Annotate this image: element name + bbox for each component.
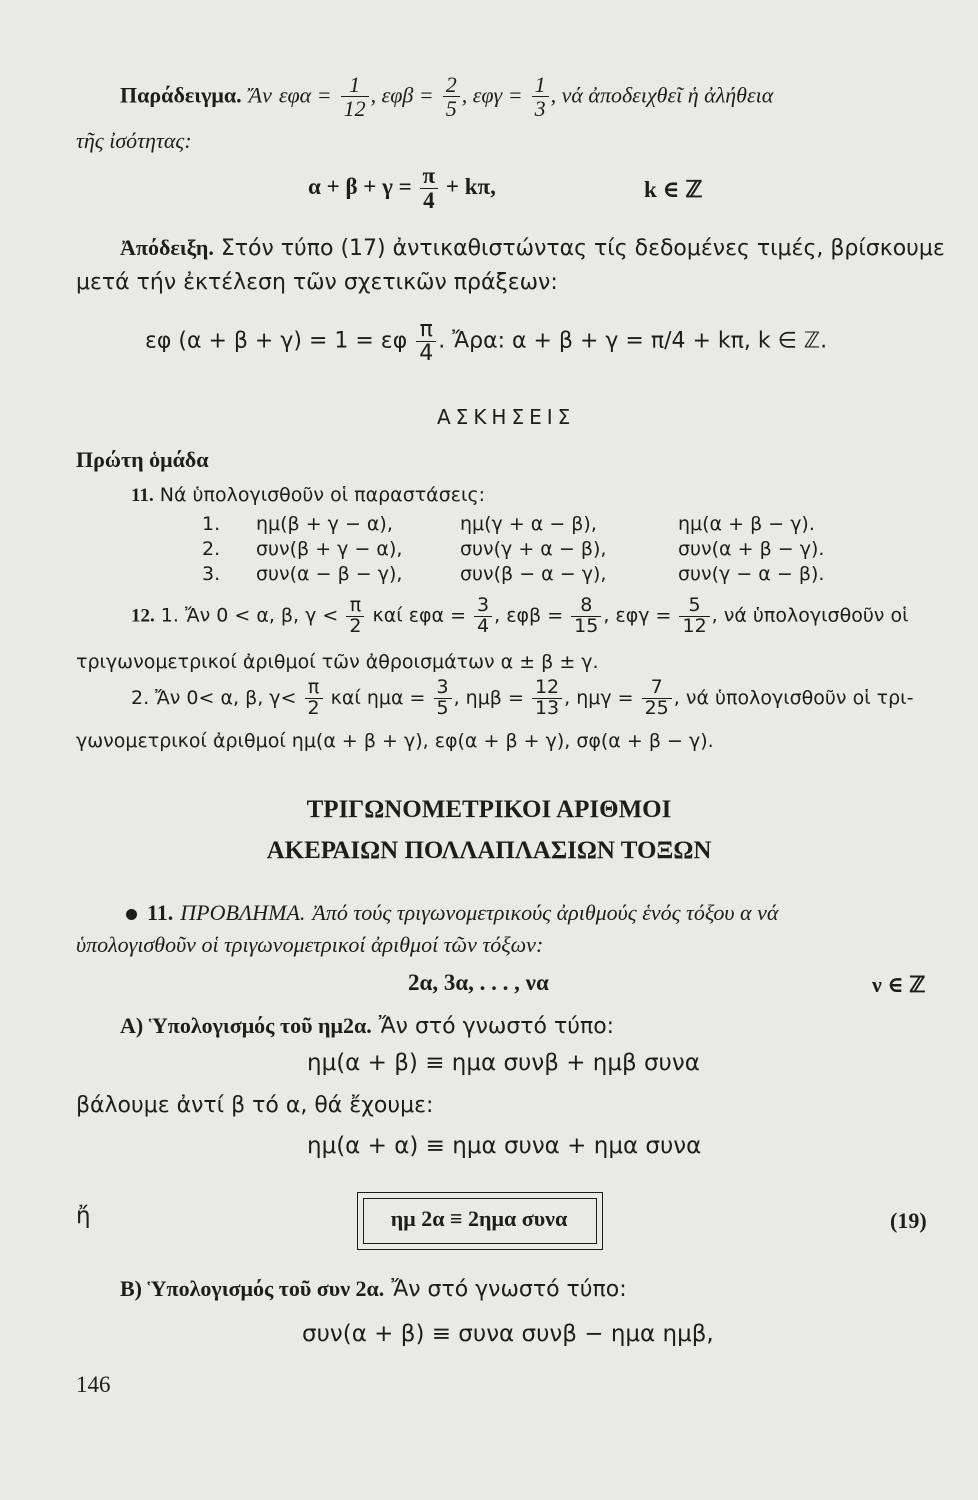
example-line-1: Παράδειγμα. Ἄν εφα = $\frac{1}{12}$ , εφβ = $\frac{2}{5}$ , εφγ = $\frac{1}{3}$ , νά ἀποδειχθεῖ ἡ ἀλήθεια	[120, 72, 774, 122]
page-number: 146	[76, 1372, 111, 1397]
problem-condition: ν ∈ ℤ	[872, 972, 926, 997]
exercises-heading: ΑΣΚΗΣΕΙΣ	[437, 405, 576, 429]
exercise-12-part-1-line-2: τριγωνομετρικοί ἀριθμοί τῶν ἀθροισμάτων α ± β ± γ.	[76, 651, 599, 673]
fraction: $\frac{1}{3}$	[532, 73, 549, 120]
example-line-2: τῆς ἰσότητας:	[76, 128, 192, 153]
ex11-row-2-col-1: συν(β + γ − α),	[256, 538, 403, 560]
fraction: $\frac{1}{12}$	[341, 73, 369, 120]
exercise-11: 11. Νά ὑπολογισθοῦν οἱ παραστάσεις:	[131, 484, 486, 506]
ex11-row-3-col-3: συν(γ − α − β).	[678, 563, 825, 585]
part-b-heading: Β) Ὑπολογισμός τοῦ συν 2α. Ἄν στό γνωστό τύπο:	[120, 1276, 627, 1302]
ex11-row-3-num: 3.	[202, 563, 221, 585]
part-a-formula-2: ημ(α + α) ≡ ημα συνα + ημα συνα	[307, 1133, 702, 1159]
boxed-formula: ημ 2α ≡ 2ημα συνα	[390, 1206, 568, 1231]
ex11-row-1-num: 1.	[202, 513, 221, 535]
part-b-formula-1: συν(α + β) ≡ συνα συνβ − ημα ημβ,	[302, 1321, 714, 1347]
problem-line-2: ὑπολογισθοῦν οἱ τριγωνομετρικοί ἀριθμοί τῶν τόξων:	[76, 932, 544, 957]
fraction: $\frac{8}{15}$	[571, 596, 601, 637]
ex11-row-2-col-2: συν(γ + α − β),	[460, 538, 607, 560]
fraction: $\frac{\pi}{2}$	[346, 596, 364, 637]
fraction: $\frac{7}{25}$	[642, 678, 672, 719]
proof-line-1: Ἀπόδειξη. Στόν τύπο (17) ἀντικαθιστώντας τίς δεδομένες τιμές, βρίσκουμε	[120, 235, 945, 261]
fraction: $\frac{3}{4}$	[474, 596, 492, 637]
section-title-line-1: ΤΡΙΓΩΝΟΜΕΤΡΙΚΟΙ ΑΡΙΘΜΟΙ	[306, 796, 672, 823]
proof-label: Ἀπόδειξη.	[120, 235, 214, 260]
ex11-row-1-col-3: ημ(α + β − γ).	[678, 513, 815, 535]
ex11-row-3-col-2: συν(β − α − γ),	[460, 563, 607, 585]
exercise-12-part-1: 12. 1. Ἄν 0 < α, β, γ < $\frac{\pi}{2}$ καί εφα = $\frac{3}{4}$ , εφβ = $\frac{8}{15}$ , εφγ = $\frac{5}{12}$ , νά ὑπολογισθοῦν οἱ	[131, 594, 909, 637]
ex11-row-2-col-3: συν(α + β − γ).	[678, 538, 825, 560]
fraction: $\frac{\pi}{2}$	[305, 678, 323, 719]
ex11-row-2-num: 2.	[202, 538, 221, 560]
problem-line-1: 11. ΠΡΟΒΛΗΜΑ. Ἀπό τούς τριγωνομετρικούς ἀριθμούς ἑνός τόξου α νά	[126, 900, 778, 926]
exercise-12-part-2-line-2: γωνομετρικοί ἀριθμοί ημ(α + β + γ), εφ(α + β + γ), σφ(α + β − γ).	[76, 730, 714, 752]
bullet-dot-icon	[126, 909, 137, 920]
example-label: Παράδειγμα.	[120, 82, 242, 108]
fraction: $\frac{2}{5}$	[443, 73, 460, 120]
group-heading: Πρώτη ὁμάδα	[76, 447, 209, 472]
ex11-row-1-col-2: ημ(γ + α − β),	[460, 513, 597, 535]
fraction: $\frac{3}{5}$	[434, 678, 452, 719]
section-title-line-2: ΑΚΕΡΑΙΩΝ ΠΟΛΛΑΠΛΑΣΙΩΝ ΤΟΞΩΝ	[266, 837, 712, 864]
identity-formula: α + β + γ = $\frac{\pi}{4}$ + kπ,	[308, 163, 496, 214]
fraction: $\frac{\pi}{4}$	[420, 164, 439, 213]
part-a-text-2: βάλουμε ἀντί β τό α, θά ἔχουμε:	[76, 1093, 434, 1118]
or-word: ἤ	[76, 1203, 91, 1229]
part-a-heading: Α) Ὑπολογισμός τοῦ ημ2α. Ἄν στό γνωστό τύπο:	[120, 1013, 615, 1039]
proof-line-2: μετά τήν ἐκτέλεση τῶν σχετικῶν πράξεων:	[76, 270, 558, 295]
part-a-formula-1: ημ(α + β) ≡ ημα συνβ + ημβ συνα	[307, 1050, 700, 1076]
ex11-row-1-col-1: ημ(β + γ − α),	[256, 513, 393, 535]
equation-number: (19)	[890, 1208, 927, 1233]
exercise-12-part-2: 2. Ἄν 0< α, β, γ< $\frac{\pi}{2}$ καί ημα = $\frac{3}{5}$ , ημβ = $\frac{12}{13}$ , ημγ = $\frac{7}{25}$ , νά ὑπολογισθοῦν οἱ τρι-	[131, 676, 914, 719]
fraction: $\frac{12}{13}$	[532, 678, 562, 719]
fraction: $\frac{5}{12}$	[679, 596, 709, 637]
fraction: $\frac{\pi}{4}$	[416, 318, 436, 365]
identity-condition: k ∈ ℤ	[644, 177, 703, 202]
proof-equation: εφ (α + β + γ) = 1 = εφ $\frac{\pi}{4}$ . Ἄρα: α + β + γ = π/4 + kπ, k ∈ ℤ.	[145, 317, 828, 367]
problem-arcs: 2α, 3α, . . . , να	[408, 970, 549, 995]
ex11-row-3-col-1: συν(α − β − γ),	[256, 563, 403, 585]
